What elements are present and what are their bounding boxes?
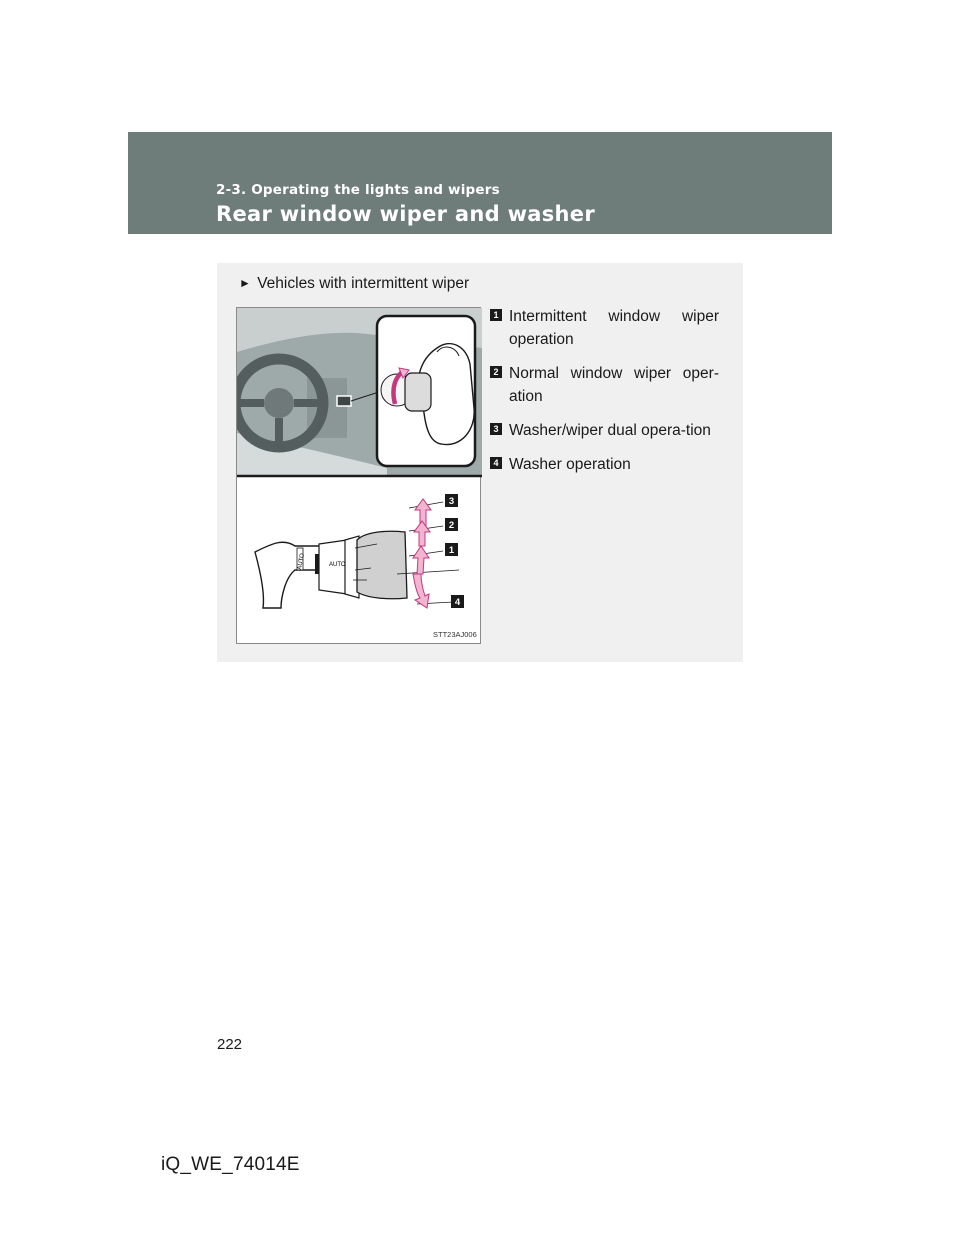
callout-3: 3 [448,496,455,507]
wiper-lever-drawing [255,531,407,608]
legend-item [487,305,719,351]
legend-item [487,453,719,476]
page-title: Rear window wiper and washer [216,202,595,226]
variant-heading-text: Vehicles with intermittent wiper [257,275,470,292]
document-code: iQ_WE_74014E [161,1154,300,1175]
callout-4: 4 [454,597,461,608]
legend-number-badge: 1 [490,309,502,321]
legend-list [487,305,719,487]
legend-text: Washer operation [509,456,631,473]
figure-code: STT23AJ006 [433,630,477,639]
legend-text: Washer/wiper dual opera-tion [509,422,711,439]
legend-number-badge: 3 [490,423,502,435]
legend-item [487,362,719,408]
wiper-lever-illustration [236,307,481,644]
figure-callout-badges [445,494,464,608]
lever-label-auto-2: AUTO [329,562,346,568]
arrow-down-icon [413,574,429,608]
variant-heading [239,275,469,293]
callout-1: 1 [448,545,455,556]
hand-zoom-callout [377,316,475,466]
section-label: 2-3. Operating the lights and wipers [216,182,500,198]
legend-item [487,419,719,442]
lever-label-auto: AUTO [297,552,306,571]
legend-number-badge: 4 [490,457,502,469]
legend-number-badge: 2 [490,366,502,378]
callout-2: 2 [448,520,455,531]
legend-text: Normal window wiper oper-ation [509,365,719,405]
legend-text: Intermittent window wiper operation [509,308,719,348]
triangle-bullet-icon: ► [239,276,251,290]
header-band [128,132,832,234]
arrow-up-icon [413,546,429,574]
arrow-up-icon [414,521,430,546]
page-number: 222 [217,1036,243,1053]
content-box [217,263,743,662]
